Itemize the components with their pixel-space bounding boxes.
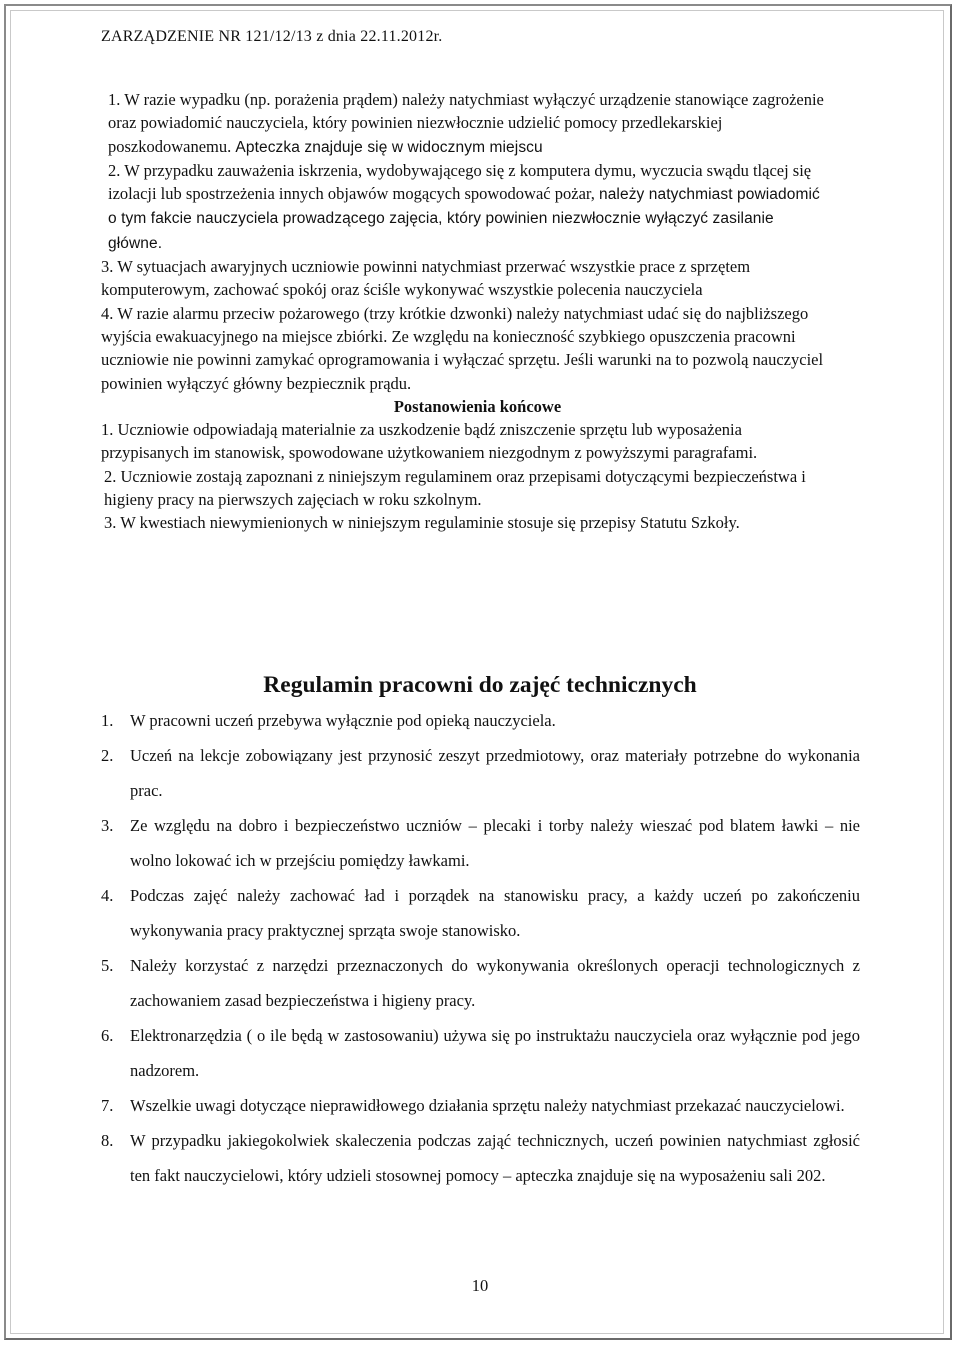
list-item bbox=[101, 1088, 860, 1123]
list-item-number: 4. bbox=[101, 886, 114, 905]
rule-paragraph-4: 4. W razie alarmu przeciw pożarowego (trzy krótkie dzwonki) należy natychmiast udać się do najbliższego wyjścia ewakuacyjnego na miejsce zbiórki. Ze względu na konieczność szybkiego opuszczenia pracowni uczniowie nie powinni zamykać oprogramowania i wyłączać sprzętu. Jeśli warunki na to pozwolą nauczyciel powinien wyłączyć główny bezpiecznik prądu. bbox=[101, 303, 824, 393]
document-header: ZARZĄDZENIE NR 121/12/13 z dnia 22.11.2012r. bbox=[101, 28, 443, 45]
list-item-text: Wszelkie uwagi dotyczące nieprawidłowego działania sprzętu należy natychmiast przekazać nauczycielowi. bbox=[130, 1096, 845, 1115]
list-item-number: 1. bbox=[101, 711, 114, 730]
rule-paragraph-2 bbox=[101, 159, 826, 255]
safety-rules-section bbox=[101, 88, 826, 535]
rule-1-text: 1. W razie wypadku (np. porażenia prądem) należy natychmiast wyłączyć urządzenie stanowiące zagrożenie oraz powiadomić nauczyciela, który powinien niezwłocznie udzielić pomocy przedlekarskiej poszkodowanemu. bbox=[108, 90, 824, 156]
final-provisions-heading: Postanowienia końcowe bbox=[393, 396, 562, 416]
list-item-number: 7. bbox=[101, 1096, 114, 1115]
rule-paragraph-1 bbox=[101, 88, 826, 159]
list-item-text: W przypadku jakiegokolwiek skaleczenia podczas zająć technicznych, uczeń powinien natychmiast zgłosić ten fakt nauczycielowi, który udzieli stosownej pomocy – apteczka znajduje się na wyposażeniu sali 202. bbox=[130, 1131, 860, 1185]
regulations-list bbox=[101, 703, 860, 1193]
list-item-text: Należy korzystać z narzędzi przeznaczonych do wykonywania określonych operacji technologicznych z zachowaniem zasad bezpieczeństwa i higieny pracy. bbox=[130, 956, 860, 1010]
list-item-text: W pracowni uczeń przebywa wyłącznie pod opieką nauczyciela. bbox=[130, 711, 556, 730]
final-paragraph-1: 1. Uczniowie odpowiadają materialnie za uszkodzenie bądź zniszczenie sprzętu lub wyposażenia przypisanych im stanowisk, spowodowane użytkowaniem niezgodnym z powyższymi paragrafami. bbox=[101, 420, 758, 463]
list-item-number: 5. bbox=[101, 956, 114, 975]
list-item-number: 2. bbox=[101, 746, 114, 765]
list-item-text: Elektronarzędzia ( o ile będą w zastosowaniu) używa się po instruktażu nauczyciela oraz wyłącznie pod jego nadzorem. bbox=[130, 1026, 860, 1080]
list-item-text: Uczeń na lekcje zobowiązany jest przynosić zeszyt przedmiotowy, oraz materiały potrzebne do wykonania prac. bbox=[130, 746, 860, 800]
page-number: 10 bbox=[471, 1276, 489, 1295]
list-item-text: Ze względu na dobro i bezpieczeństwo uczniów – plecaki i torby należy wieszać pod blatem ławki – nie wolno lokować ich w przejściu pomiędzy ławkami. bbox=[130, 816, 860, 870]
list-item bbox=[101, 738, 860, 808]
list-item-text: Podczas zajęć należy zachować ład i porządek na stanowisku pracy, a każdy uczeń po zakończeniu wykonywania pracy praktycznej sprząta swoje stanowisko. bbox=[130, 886, 860, 940]
rule-paragraph-3: 3. W sytuacjach awaryjnych uczniowie powinni natychmiast przerwać wszystkie prace z sprzętem komputerowym, zachować spokój oraz ściśle wykonywać wszystkie polecenia nauczyciela bbox=[101, 257, 751, 300]
rule-2-text-sans: należy natychmiast powiadomić o tym fakcie nauczyciela prowadzącego zajęcia, który powinien niezwłocznie wyłączyć zasilanie główne. bbox=[108, 186, 820, 252]
first-aid-kit-note: Apteczka znajduje się w widocznym miejscu bbox=[235, 138, 543, 156]
regulations-title: Regulamin pracowni do zajęć technicznych bbox=[263, 672, 697, 698]
list-item-number: 3. bbox=[101, 816, 114, 835]
list-item bbox=[101, 1018, 860, 1088]
list-item bbox=[101, 1123, 860, 1193]
list-item-number: 8. bbox=[101, 1131, 114, 1150]
rule-2-text: 2. W przypadku zauważenia iskrzenia, wydobywającego się z komputera dymu, wyczucia swądu tlącej się izolacji lub spostrzeżenia innych objawów mogących spowodować pożar, bbox=[108, 160, 812, 204]
list-item bbox=[101, 948, 860, 1018]
list-item bbox=[101, 878, 860, 948]
list-item bbox=[101, 808, 860, 878]
list-item bbox=[101, 703, 860, 738]
list-item-number: 6. bbox=[101, 1026, 114, 1045]
final-paragraph-3: 3. W kwestiach niewymienionych w niniejszym regulaminie stosuje się przepisy Statutu Szkoły. bbox=[104, 513, 740, 533]
final-paragraph-2: 2. Uczniowie zostają zapoznani z niniejszym regulaminem oraz przepisami dotyczącymi bezpieczeństwa i higieny pracy na pierwszych zajęciach w roku szkolnym. bbox=[104, 466, 806, 510]
